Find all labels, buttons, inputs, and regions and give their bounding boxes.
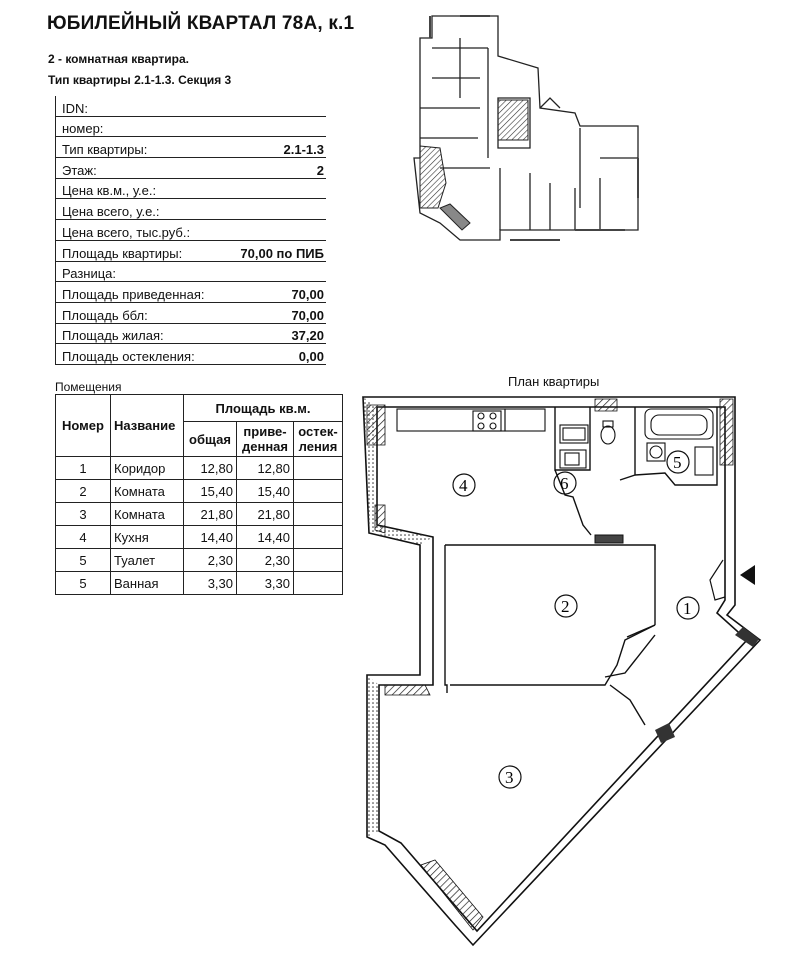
- table-row: [56, 572, 343, 595]
- room-name: Комната: [111, 503, 184, 526]
- room-label-6: 6: [560, 474, 569, 493]
- header-number: Номер: [56, 395, 111, 457]
- section-floor-plan: [400, 8, 660, 248]
- header-name: Название: [111, 395, 184, 457]
- info-value: 0,00: [298, 348, 324, 364]
- info-value: 70,00 по ПИБ: [240, 245, 324, 261]
- header-area: Площадь кв.м.: [184, 395, 343, 422]
- info-label: номер:: [62, 121, 104, 137]
- info-label: Площадь ббл:: [62, 307, 148, 323]
- room-label-3: 3: [505, 768, 514, 787]
- apartment-info-table: [55, 96, 326, 365]
- room-number: 5: [56, 549, 111, 572]
- room-area-reduced: 2,30: [237, 549, 294, 572]
- room-area-glazing: [294, 526, 343, 549]
- info-row-number: [56, 117, 326, 138]
- info-value: 2: [316, 162, 324, 178]
- room-area-glazing: [294, 457, 343, 480]
- table-row: [56, 526, 343, 549]
- room-number: 4: [56, 526, 111, 549]
- room-area-glazing: [294, 503, 343, 526]
- info-label: Площадь жилая:: [62, 328, 164, 344]
- room-area-reduced: 14,40: [237, 526, 294, 549]
- room-area-reduced: 15,40: [237, 480, 294, 503]
- room-area-glazing: [294, 549, 343, 572]
- table-row: [56, 549, 343, 572]
- room-name: Туалет: [111, 549, 184, 572]
- info-value: 70,00: [291, 286, 324, 302]
- plan-title: План квартиры: [508, 374, 600, 389]
- info-row-type: [56, 137, 326, 158]
- apartment-floor-plan: [355, 385, 775, 955]
- info-row-difference: [56, 262, 326, 283]
- apartment-type-subtitle: Тип квартиры 2.1-1.3. Секция 3: [48, 73, 232, 87]
- room-area-total: 12,80: [184, 457, 237, 480]
- room-label-2: 2: [561, 597, 570, 616]
- room-label-5: 5: [673, 453, 682, 472]
- info-row-idn: [56, 96, 326, 117]
- info-label: Разница:: [62, 266, 117, 282]
- room-name: Коридор: [111, 457, 184, 480]
- table-row: [56, 457, 343, 480]
- table-row: [56, 503, 343, 526]
- room-name: Комната: [111, 480, 184, 503]
- room-number: 2: [56, 480, 111, 503]
- header-glazing: остек- ления: [294, 422, 343, 457]
- room-area-total: 2,30: [184, 549, 237, 572]
- room-area-glazing: [294, 480, 343, 503]
- info-row-area-living: [56, 324, 326, 345]
- rooms-table: [55, 394, 343, 595]
- room-number: 5: [56, 572, 111, 595]
- table-row: [56, 480, 343, 503]
- info-row-area-reduced: [56, 282, 326, 303]
- info-value: 2.1-1.3: [283, 142, 324, 158]
- page-title: ЮБИЛЕЙНЫЙ КВАРТАЛ 78А, к.1: [47, 13, 355, 34]
- room-area-total: 15,40: [184, 480, 237, 503]
- rooms-caption: Помещения: [55, 380, 122, 394]
- info-label: Этаж:: [62, 162, 97, 178]
- room-area-total: 14,40: [184, 526, 237, 549]
- info-label: Площадь приведенная:: [62, 286, 205, 302]
- info-row-floor: [56, 158, 326, 179]
- info-label: Площадь квартиры:: [62, 245, 183, 261]
- info-label: IDN:: [62, 100, 88, 116]
- room-area-glazing: [294, 572, 343, 595]
- entrance-arrow-icon: [740, 565, 755, 585]
- info-label: Цена кв.м., у.е.:: [62, 183, 157, 199]
- header-total: общая: [184, 422, 237, 457]
- info-label: Тип квартиры:: [62, 142, 148, 158]
- info-label: Цена всего, тыс.руб.:: [62, 224, 191, 240]
- room-label-4: 4: [459, 476, 468, 495]
- room-name: Ванная: [111, 572, 184, 595]
- info-row-price-total: [56, 199, 326, 220]
- info-row-area-bbl: [56, 303, 326, 324]
- room-name: Кухня: [111, 526, 184, 549]
- rooms-header-row: [56, 395, 343, 422]
- room-area-reduced: 21,80: [237, 503, 294, 526]
- room-number: 3: [56, 503, 111, 526]
- info-label: Цена всего, у.е.:: [62, 204, 160, 220]
- room-area-total: 3,30: [184, 572, 237, 595]
- room-label-1: 1: [683, 599, 692, 618]
- room-number: 1: [56, 457, 111, 480]
- header-reduced: приве- денная: [237, 422, 294, 457]
- info-row-price-sqm: [56, 179, 326, 200]
- info-value: 70,00: [291, 307, 324, 323]
- info-row-area: [56, 241, 326, 262]
- room-area-reduced: 12,80: [237, 457, 294, 480]
- info-row-price-rub: [56, 220, 326, 241]
- info-value: 37,20: [291, 328, 324, 344]
- info-row-area-glazing: [56, 344, 326, 365]
- apartment-rooms-subtitle: 2 - комнатная квартира.: [48, 52, 189, 66]
- room-area-reduced: 3,30: [237, 572, 294, 595]
- room-area-total: 21,80: [184, 503, 237, 526]
- info-label: Площадь остекления:: [62, 348, 195, 364]
